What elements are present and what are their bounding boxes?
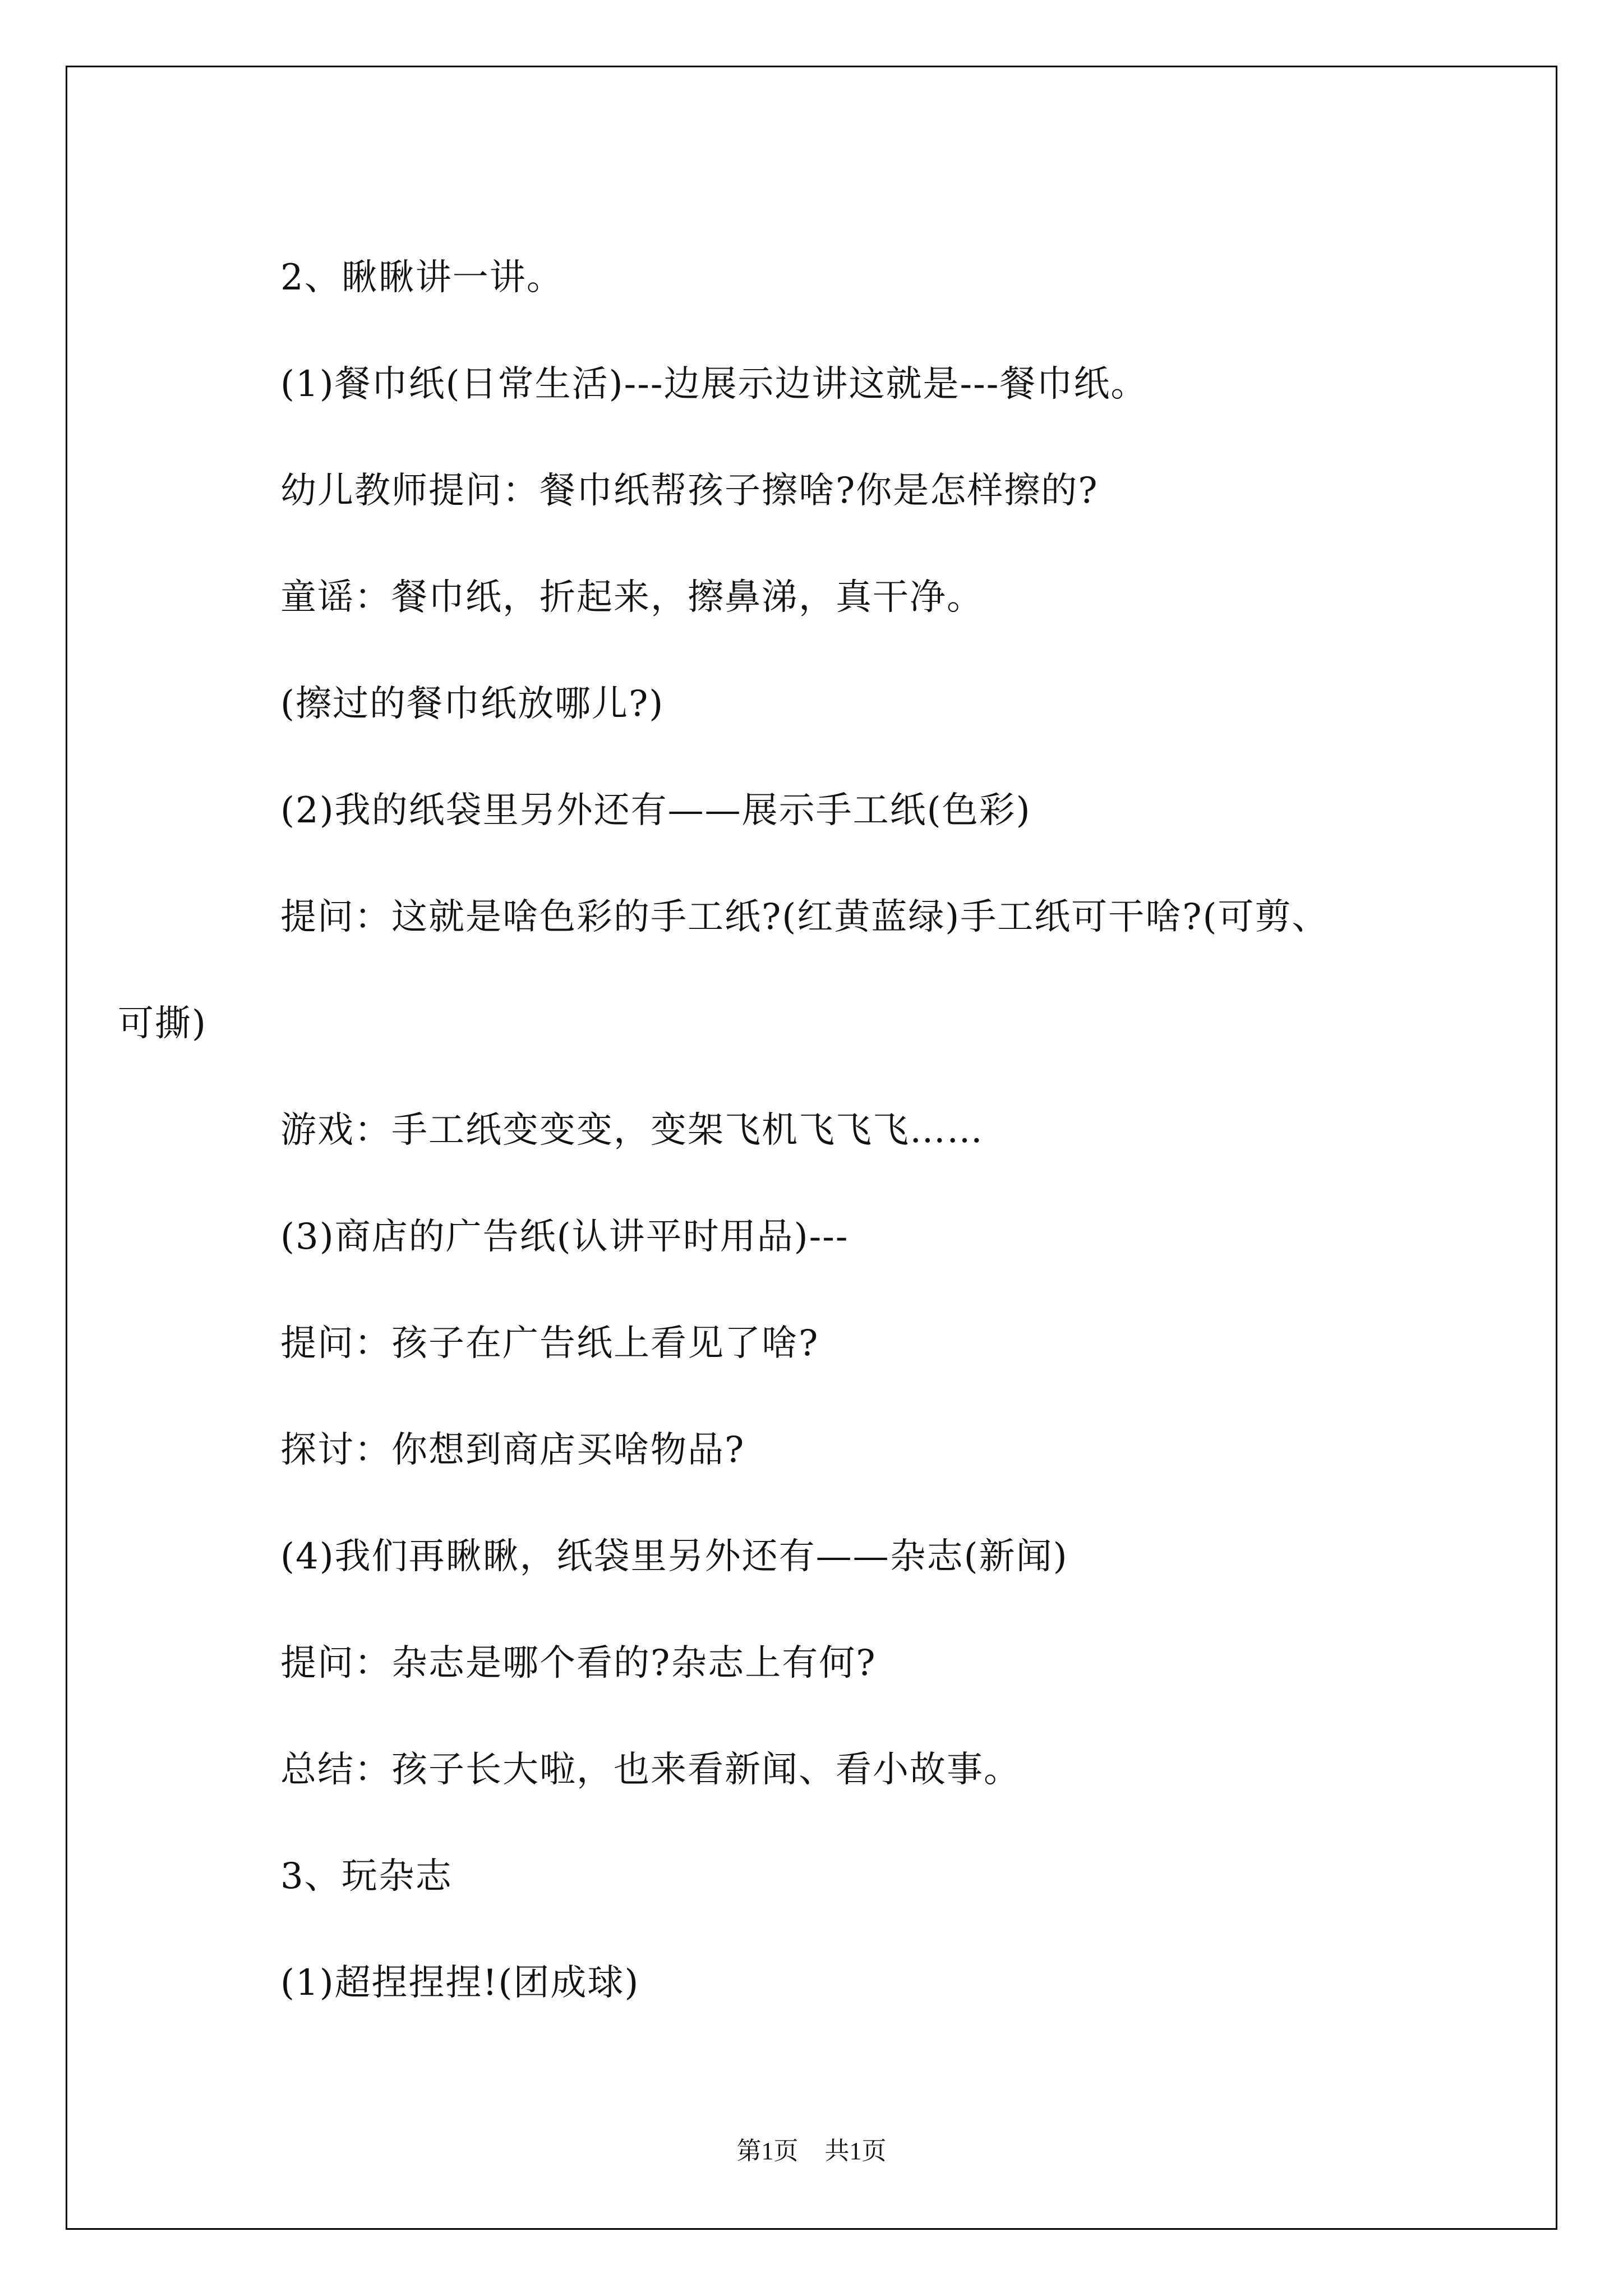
paragraph-7-continued: 可撕) — [118, 1003, 207, 1045]
paragraph-7: 提问：这就是啥色彩的手工纸?(红黄蓝绿)手工纸可干啥?(可剪、 — [280, 896, 1329, 938]
document-body — [118, 224, 1478, 2036]
page-number-total: 共1页 — [824, 2137, 887, 2165]
paragraph-16: (1)超捏捏捏!(团成球) — [280, 1962, 640, 2004]
paragraph-14: 总结：孩子长大啦，也来看新闻、看小故事。 — [280, 1749, 1021, 1791]
paragraph-11: 探讨：你想到商店买啥物品? — [280, 1429, 745, 1471]
paragraph-2: (1)餐巾纸(日常生活)---边展示边讲这就是---餐巾纸。 — [280, 364, 1148, 405]
paragraph-5: (擦过的餐巾纸放哪儿?) — [280, 683, 665, 725]
page-footer — [0, 2131, 1623, 2166]
paragraph-12: (4)我们再瞅瞅，纸袋里另外还有——杂志(新闻) — [280, 1536, 1068, 1577]
paragraph-13: 提问：杂志是哪个看的?杂志上有何? — [280, 1642, 877, 1684]
paragraph-10: 提问：孩子在广告纸上看见了啥? — [280, 1323, 819, 1364]
paragraph-9: (3)商店的广告纸(认讲平时用品)--- — [280, 1216, 849, 1258]
paragraph-6: (2)我的纸袋里另外还有——展示手工纸(色彩) — [280, 790, 1031, 831]
paragraph-8: 游戏：手工纸变变变，变架飞机飞飞飞…… — [280, 1110, 984, 1151]
page-number-current: 第1页 — [736, 2137, 799, 2165]
paragraph-1: 2、瞅瞅讲一讲。 — [280, 257, 564, 298]
paragraph-4: 童谣：餐巾纸，折起来，擦鼻涕，真干净。 — [280, 577, 984, 618]
paragraph-3: 幼儿教师提问：餐巾纸帮孩子擦啥?你是怎样擦的? — [280, 470, 1099, 512]
paragraph-15: 3、玩杂志 — [280, 1856, 453, 1897]
